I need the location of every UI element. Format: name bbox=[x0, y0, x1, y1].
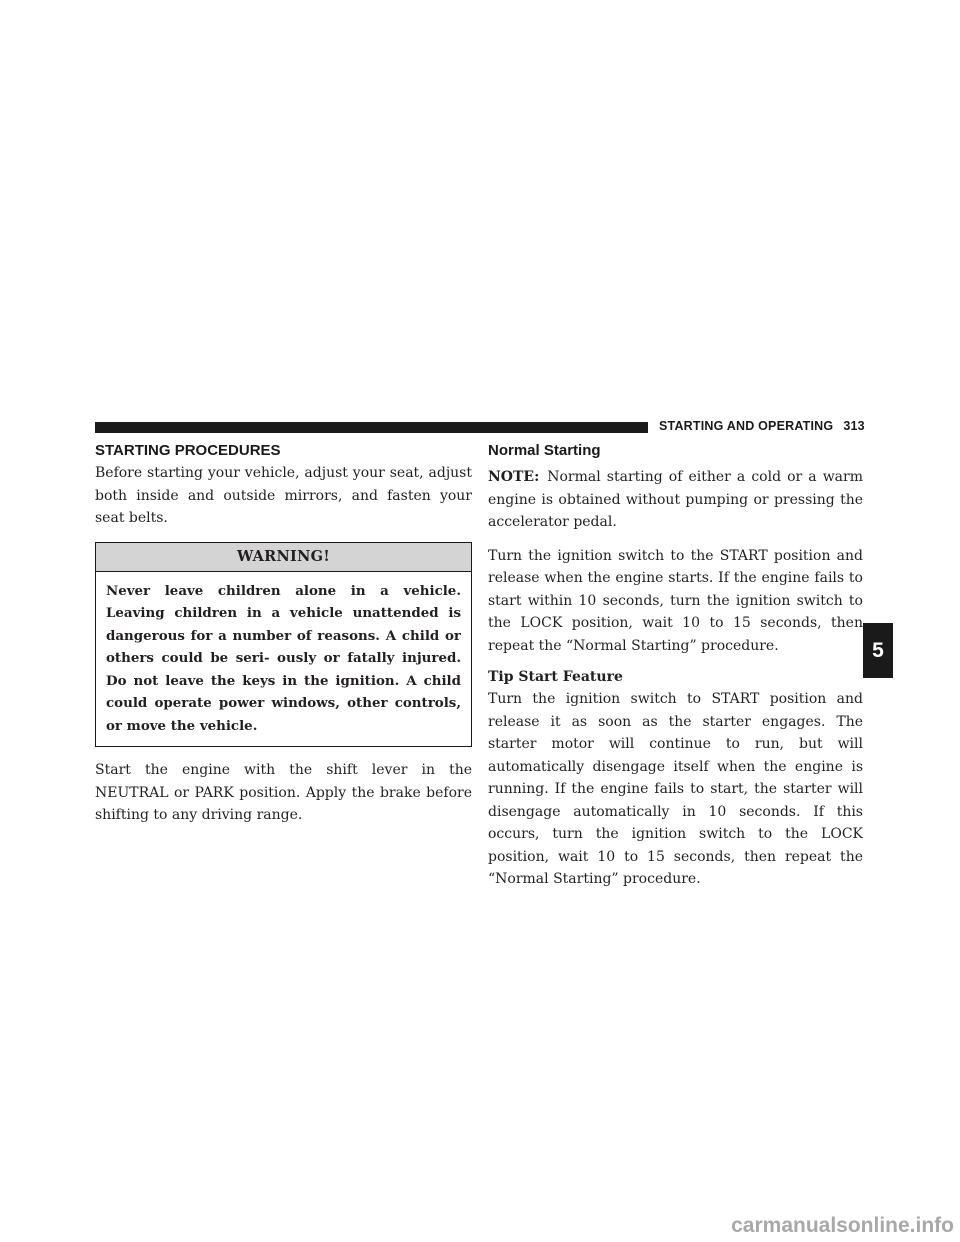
intro-paragraph: Before starting your vehicle, adjust your seat, adjust both inside and outside mirrors, and fasten your seat belts. bbox=[95, 465, 472, 526]
section-heading: STARTING PROCEDURES bbox=[95, 442, 281, 459]
header-rule bbox=[95, 422, 648, 433]
ignition-paragraph: Turn the ignition switch to the START position and release when the engine starts. If the engine fails to start within 10 seconds, turn the ignition switch to the LOCK position, wait 10 to 15 seconds, then repeat the “Normal Starting” procedure. bbox=[488, 547, 863, 654]
section-title: STARTING AND OPERATING bbox=[659, 419, 834, 433]
note-paragraph bbox=[488, 466, 863, 534]
tip-start-heading: Tip Start Feature bbox=[488, 669, 623, 685]
note-label: NOTE: bbox=[488, 469, 540, 485]
left-column bbox=[95, 440, 472, 827]
running-header bbox=[659, 419, 865, 433]
warning-box bbox=[95, 542, 472, 748]
page-number: 313 bbox=[843, 419, 865, 433]
right-column bbox=[488, 440, 863, 891]
warning-text: Never leave children alone in a vehicle. Leaving children in a vehicle unattended is dangerous for a number of reasons. A child or others could be seri- ously or fatally injured. Do not leave the keys in the ignition. A child could operate power windows, other controls, or move the vehicle. bbox=[106, 582, 461, 734]
shift-lever-paragraph: Start the engine with the shift lever in the NEUTRAL or PARK position. Apply the brake before shifting to any driving range. bbox=[95, 762, 472, 823]
warning-title: WARNING! bbox=[96, 543, 471, 572]
tip-start-paragraph: Turn the ignition switch to START position and release it as soon as the starter engages. The starter motor will continue to run, but will automatically disengage itself when the engine is running. If the engine fails to start, the starter will disengage automatically in 10 seconds. If this occurs, turn the ignition switch to the LOCK position, wait 10 to 15 seconds, then repeat the “Normal Starting” procedure. bbox=[488, 691, 863, 887]
normal-starting-heading: Normal Starting bbox=[488, 442, 601, 459]
chapter-tab: 5 bbox=[863, 623, 893, 678]
note-text: Normal starting of either a cold or a warm engine is obtained without pumping or pressing the accelerator pedal. bbox=[488, 469, 863, 530]
watermark: carmanualsonline.info bbox=[731, 1214, 954, 1237]
